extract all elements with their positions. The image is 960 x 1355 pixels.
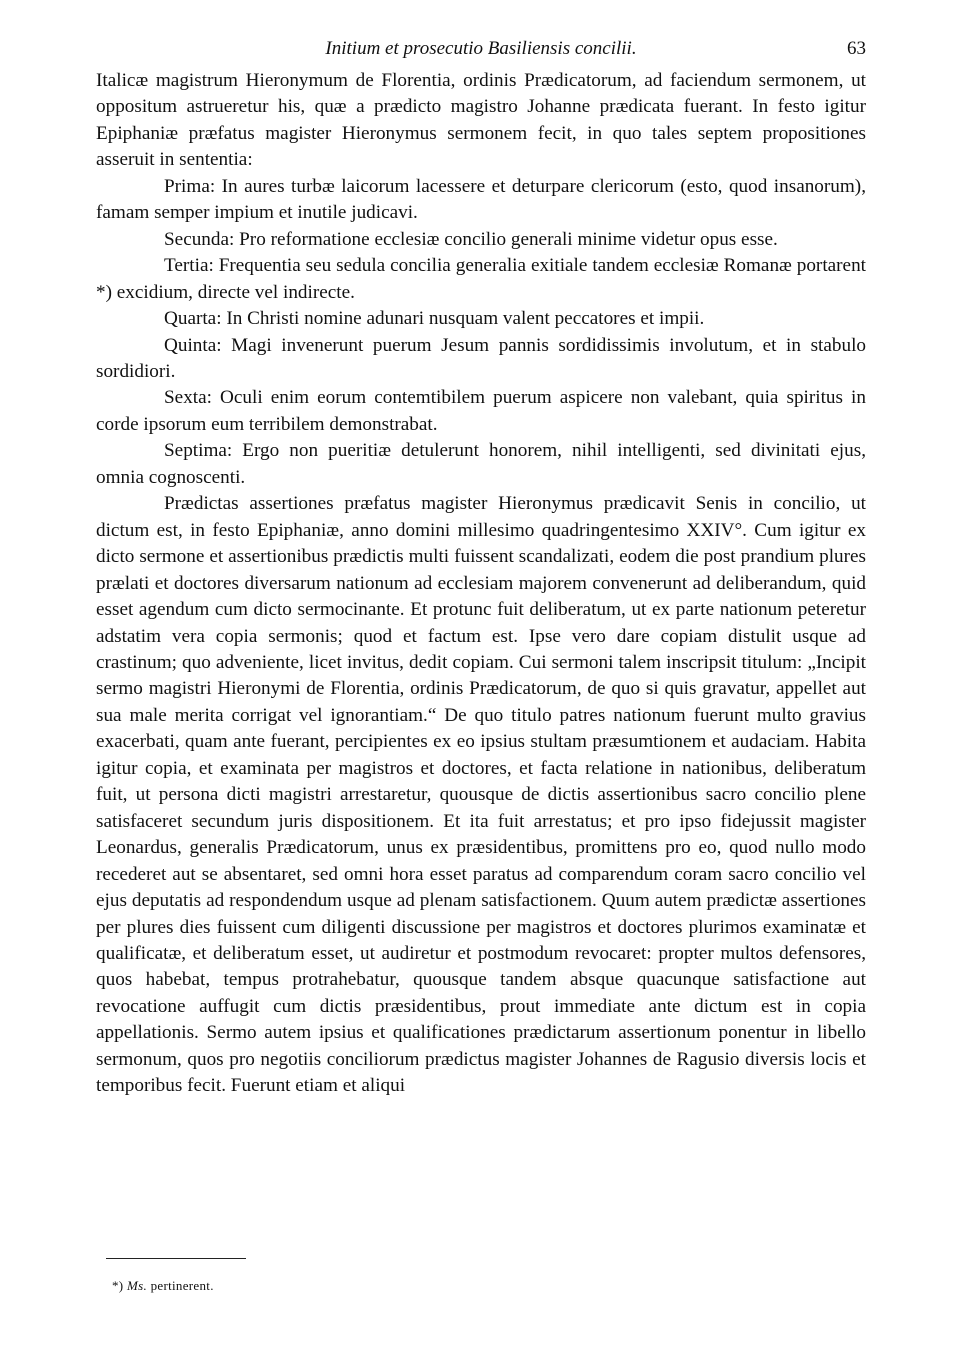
footnote-ms-label: Ms.	[127, 1278, 148, 1293]
proposition-quinta: Quinta: Magi invenerunt puerum Jesum pannis sordidissimis involutum, et in stabulo sordidiori.	[96, 334, 866, 382]
paragraph-narrative: Prædictas assertiones præfatus magister Hieronymus prædicavit Senis in concilio, ut dictum est, in festo Epiphaniæ, anno domini millesimo quadringentesimo XXIV°. Cum igitur ex dicto sermone et assertionibus prædictis multi fuissent scandalizati, eodem die post prandium plures prælati et doctores diversarum nationum ad ecclesiam majorem convenerunt ad deliberandum, quid esset agendum cum dicto sermocinante. Et protunc fuit deliberatum, ut ex parte nationum peteretur adstatim vera copia sermonis; quod et factum est. Ipse vero dare copiam distulit usque ad crastinum; quo adveniente, licet invitus, dedit copiam. Cui sermoni talem inscripsit titulum: „Incipit sermo magistri Hieronymi de Florentia, ordinis Prædicatorum, de quo si quis gravatur, appellet aut sua male merita corrigat vel ignorantiam.“ De quo titulo patres nationum fuerunt multo gravius exacerbati, quam ante fuerant, percipientes ex eo ipsius stultam præsumtionem et audaciam. Habita igitur copia, et examinata per magistros et doctores, et facta relatione in nationibus, deliberatum fuit, ut persona dicti magistri arrestaretur, quousque de dictis assertionibus sacro concilio plene satisfaceret secundum juris dispositionem. Et ita fuit arrestatus; et pro ipso fidejussit magister Leonardus, generalis Prædicatorum, unus ex præsidentibus, promittens pro eo, quod nullo modo recederet aut se absentaret, sed omni hora esset paratus ad comparendum coram sacro concilio vel ejus deputatis ad respondendum usque ad plenam satisfactionem. Quum autem prædictæ assertiones per plures dies fuissent cum diligenti discussione per magistros et doctores plurimos examinatæ et qualificatæ, et deliberatum esset, ut audiretur et postmodum revocaret: propter multos defensores, quos habebat, tempus protrahebatur, quousque tandem absque quacunque satisfactione aut revocatione auffugit cum dictis præsidentibus, prout immediate ante dictum est in copia appellationis. Sermo autem ipsius et qualificationes prædictarum assertionum ponentur in libello sermonum, quos pro negotiis conciliorum prædictus magister Johannes de Ragusio diversis locis et temporibus fecit. Fuerunt etiam et aliqui	[96, 493, 866, 1097]
footnote-marker: *)	[112, 1278, 124, 1293]
proposition-tertia: Tertia: Frequentia seu sedula concilia generalia exitiale tandem ecclesiæ Romanæ portarent *) excidium, directe vel indirecte.	[96, 255, 866, 303]
proposition-sexta: Sexta: Oculi enim eorum contemtibilem puerum aspicere non valebant, quia spiritus in corde ipsorum eum terribilem demonstrabat.	[96, 387, 866, 435]
proposition-prima: Prima: In aures turbæ laicorum lacessere et deturpare clericorum (esto, quod insanorum), famam semper impium et inutile judicavi.	[96, 175, 866, 224]
body-text	[96, 68, 866, 1100]
page-number: 63	[847, 38, 866, 59]
footnote	[112, 1278, 214, 1294]
running-title: Initium et prosecutio Basiliensis concilii.	[325, 38, 637, 59]
proposition-septima: Septima: Ergo non pueritiæ detulerunt honorem, nihil intelligenti, sed divinitati ejus, omnia cognoscenti.	[96, 440, 866, 488]
proposition-secunda: Secunda: Pro reformatione ecclesiæ concilio generali minime videtur opus esse.	[164, 228, 778, 250]
page-header	[96, 36, 866, 68]
proposition-quarta: Quarta: In Christi nomine adunari nusquam valent peccatores et impii.	[164, 308, 705, 330]
footnote-text: pertinerent.	[150, 1278, 214, 1293]
paragraph-intro: Italicæ magistrum Hieronymum de Florentia, ordinis Prædicatorum, ad faciendum sermonem, ut oppositum astrueretur his, quæ a prædicto magistro Johanne prædicata fuerant. In festo igitur Epiphaniæ præfatus magister Hieronymus sermonem fecit, in quo tales septem propositiones asseruit in sententia:	[96, 70, 866, 171]
footnote-divider	[106, 1258, 246, 1259]
document-page	[96, 36, 866, 1100]
